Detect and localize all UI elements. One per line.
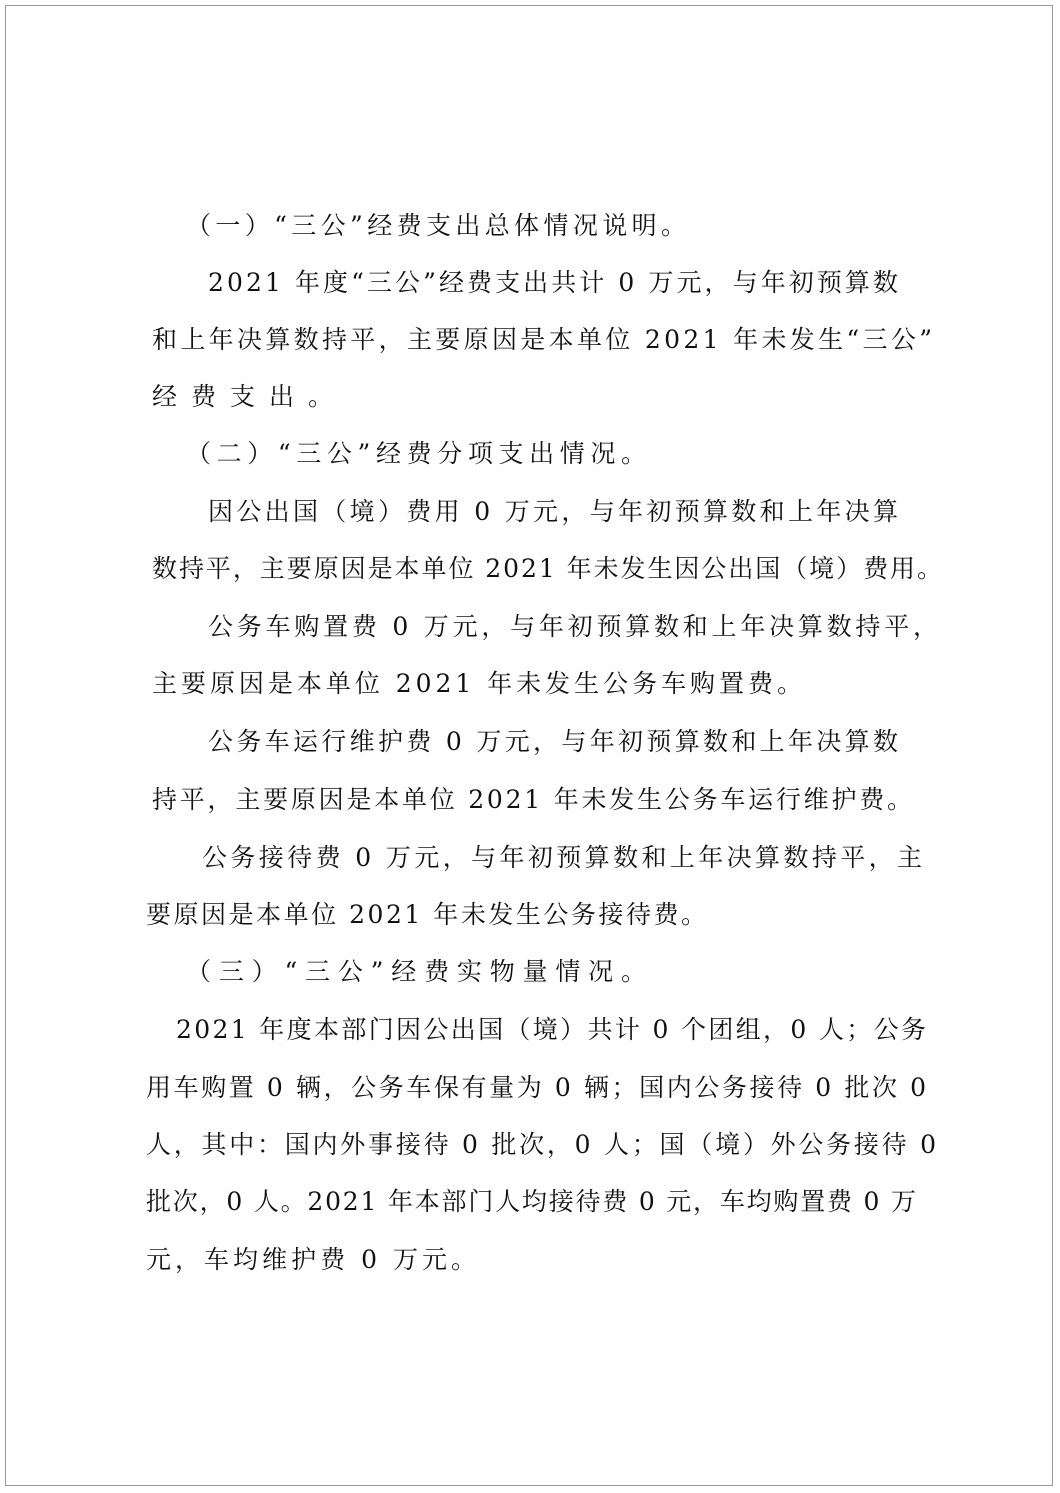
paragraph-line: 持平，主要原因是本单位 2021 年未发生公务车运行维护费。	[152, 785, 915, 814]
paragraph-line: 人，其中：国内外事接待 0 批次，0 人；国（境）外公务接待 0	[146, 1130, 939, 1159]
paragraph-line: 批次，0 人。2021 年本部门人均接待费 0 元，车均购置费 0 万	[146, 1187, 918, 1216]
paragraph-line: 2021 年度“三公”经费支出共计 0 万元，与年初预算数	[208, 268, 902, 297]
paragraph-line: 公务接待费 0 万元，与年初预算数和上年决算数持平，主	[202, 843, 926, 872]
paragraph-line: 2021 年度本部门因公出国（境）共计 0 个团组，0 人；公务	[176, 1015, 929, 1044]
paragraph-line: 经费支出。	[152, 382, 348, 411]
paragraph-line: 数持平，主要原因是本单位 2021 年未发生因公出国（境）费用。	[152, 554, 944, 583]
paragraph-line: 公务车购置费 0 万元，与年初预算数和上年决算数持平，	[208, 612, 942, 641]
section-heading-3: （三）“三公”经费实物量情况。	[186, 957, 654, 986]
paragraph-line: 要原因是本单位 2021 年未发生公务接待费。	[146, 900, 709, 929]
section-heading-2: （二）“三公”经费分项支出情况。	[186, 439, 652, 468]
paragraph-line: 元，车均维护费 0 万元。	[146, 1245, 481, 1274]
paragraph-line: 用车购置 0 辆，公务车保有量为 0 辆；国内公务接待 0 批次 0	[146, 1073, 929, 1102]
document-page	[5, 5, 1053, 1486]
paragraph-line: 因公出国（境）费用 0 万元，与年初预算数和上年决算	[208, 497, 902, 526]
paragraph-line: 主要原因是本单位 2021 年未发生公务车购置费。	[152, 669, 806, 698]
paragraph-line: 和上年决算数持平，主要原因是本单位 2021 年未发生“三公”	[152, 325, 936, 354]
paragraph-line: 公务车运行维护费 0 万元，与年初预算数和上年决算数	[208, 727, 902, 756]
section-heading-1: （一）“三公”经费支出总体情况说明。	[186, 211, 691, 240]
